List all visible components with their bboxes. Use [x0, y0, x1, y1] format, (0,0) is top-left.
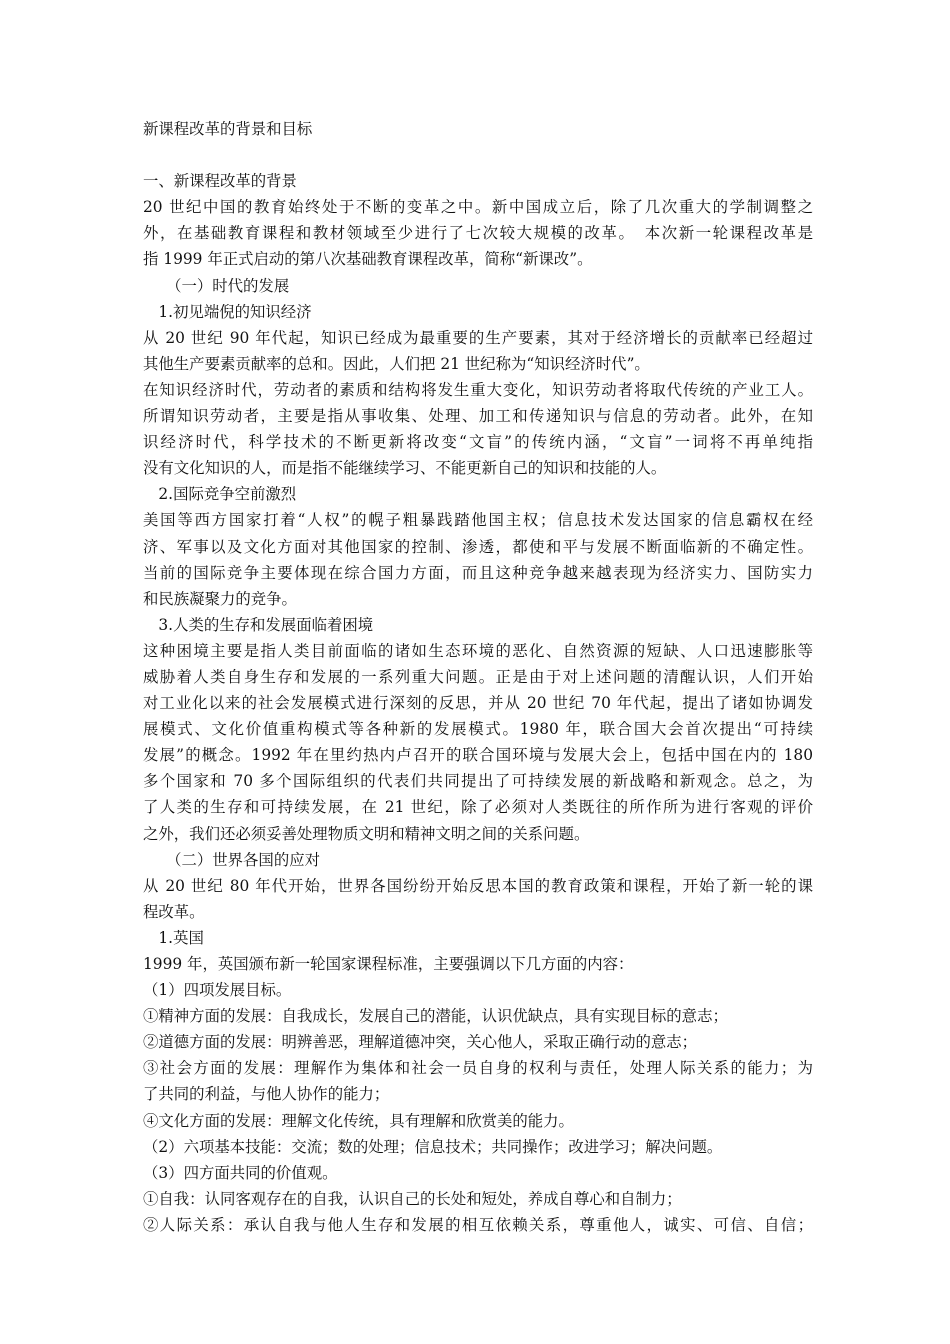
text-line: 从 20 世纪 80 年代开始，世界各国纷纷开始反思本国的教育政策和课程，开始了新一轮的课	[143, 876, 813, 895]
document-title: 新课程改革的背景和目标	[143, 120, 313, 138]
text-line: 指 1999 年正式启动的第八次基础教育课程改革，简称“新课改”。	[143, 250, 593, 269]
text-line: ④文化方面的发展：理解文化传统，具有理解和欣赏美的能力。	[143, 1111, 574, 1130]
blank-line	[143, 142, 813, 168]
document-page	[143, 116, 813, 1238]
text-line: （2）六项基本技能：交流；数的处理；信息技术；共同操作；改进学习；解决问题。	[143, 1137, 723, 1156]
text-line: 展模式、文化价值重构模式等各种新的发展模式。1980 年，联合国大会首次提出“可持续	[143, 720, 813, 739]
text-line: 当前的国际竞争主要体现在综合国力方面，而且这种竞争越来越表现为经济实力、国防实力	[143, 563, 813, 582]
text-line: ②道德方面的发展：明辨善恶，理解道德冲突，关心他人，采取正确行动的意志；	[143, 1033, 698, 1052]
text-line: （3）四方面共同的价值观。	[143, 1163, 338, 1182]
text-line: ③社会方面的发展：理解作为集体和社会一员自身的权利与责任，处理人际关系的能力；为	[143, 1059, 813, 1078]
text-line: 外，在基础教育课程和教材领域至少进行了七次较大规模的改革。 本次新一轮课程改革是	[143, 224, 813, 243]
text-line: 1.初见端倪的知识经济	[143, 302, 312, 321]
text-line: 3.人类的生存和发展面临着困境	[143, 615, 374, 634]
text-line: 这种困境主要是指人类目前面临的诸如生态环境的恶化、自然资源的短缺、人口迅速膨胀等	[143, 641, 813, 660]
text-line: 多个国家和 70 多个国际组织的代表们共同提出了可持续发展的新战略和新观念。总之，为	[143, 772, 813, 791]
text-line: 2.国际竞争空前激烈	[143, 485, 297, 504]
text-line: ①精神方面的发展：自我成长，发展自己的潜能，认识优缺点，具有实现目标的意志；	[143, 1007, 728, 1026]
text-line: 1.英国	[143, 928, 204, 947]
text-line: （1）四项发展目标。	[143, 981, 292, 1000]
text-line: 20 世纪中国的教育始终处于不断的变革之中。新中国成立后，除了几次重大的学制调整之	[143, 198, 813, 217]
text-line: 了人类的生存和可持续发展，在 21 世纪，除了必须对人类既往的所作所为进行客观的评价	[143, 798, 813, 817]
text-line: 程改革。	[143, 902, 205, 921]
text-line: 美国等西方国家打着“人权”的幌子粗暴践踏他国主权；信息技术发达国家的信息霸权在经	[143, 511, 813, 530]
text-line: 和民族凝聚力的竞争。	[143, 589, 297, 608]
text-line: 之外，我们还必须妥善处理物质文明和精神文明之间的关系问题。	[143, 824, 590, 843]
text-line: 济、军事以及文化方面对其他国家的控制、渗透，都使和平与发展不断面临新的不确定性。	[143, 537, 813, 556]
text-line: 发展”的概念。1992 年在里约热内卢召开的联合国环境与发展大会上，包括中国在内的 180	[143, 746, 813, 765]
text-line: 识经济时代，科学技术的不断更新将改变“文盲”的传统内涵，“文盲”一词将不再单纯指	[143, 433, 813, 452]
text-line: （二）世界各国的应对	[143, 850, 320, 869]
text-line: ②人际关系：承认自我与他人生存和发展的相互依赖关系，尊重他人，诚实、可信、自信；	[143, 1215, 813, 1234]
text-line: 1999 年，英国颁布新一轮国家课程标准，主要强调以下几方面的内容：	[143, 955, 634, 973]
text-line: 了共同的利益，与他人协作的能力；	[143, 1085, 390, 1104]
text-line: 威胁着人类自身生存和发展的一系列重大问题。正是由于对上述问题的清醒认识，人们开始	[143, 667, 813, 686]
document-body	[143, 168, 813, 1238]
text-line: 从 20 世纪 90 年代起，知识已经成为最重要的生产要素，其对于经济增长的贡献率已经超过	[143, 328, 813, 347]
text-line: 对工业化以来的社会发展模式进行深刻的反思，并从 20 世纪 70 年代起，提出了诸如协调发	[143, 694, 813, 713]
text-line: 在知识经济时代，劳动者的素质和结构将发生重大变化，知识劳动者将取代传统的产业工人。	[143, 380, 813, 399]
text-line: 一、新课程改革的背景	[143, 172, 297, 191]
text-line: （一）时代的发展	[143, 276, 290, 295]
text-line: 没有文化知识的人，而是指不能继续学习、不能更新自己的知识和技能的人。	[143, 459, 667, 478]
text-line: 所谓知识劳动者，主要是指从事收集、处理、加工和传递知识与信息的劳动者。此外，在知	[143, 407, 813, 426]
text-line: ①自我：认同客观存在的自我，认识自己的长处和短处，养成自尊心和自制力；	[143, 1189, 682, 1208]
text-line: 其他生产要素贡献率的总和。因此，人们把 21 世纪称为“知识经济时代”。	[143, 354, 650, 373]
